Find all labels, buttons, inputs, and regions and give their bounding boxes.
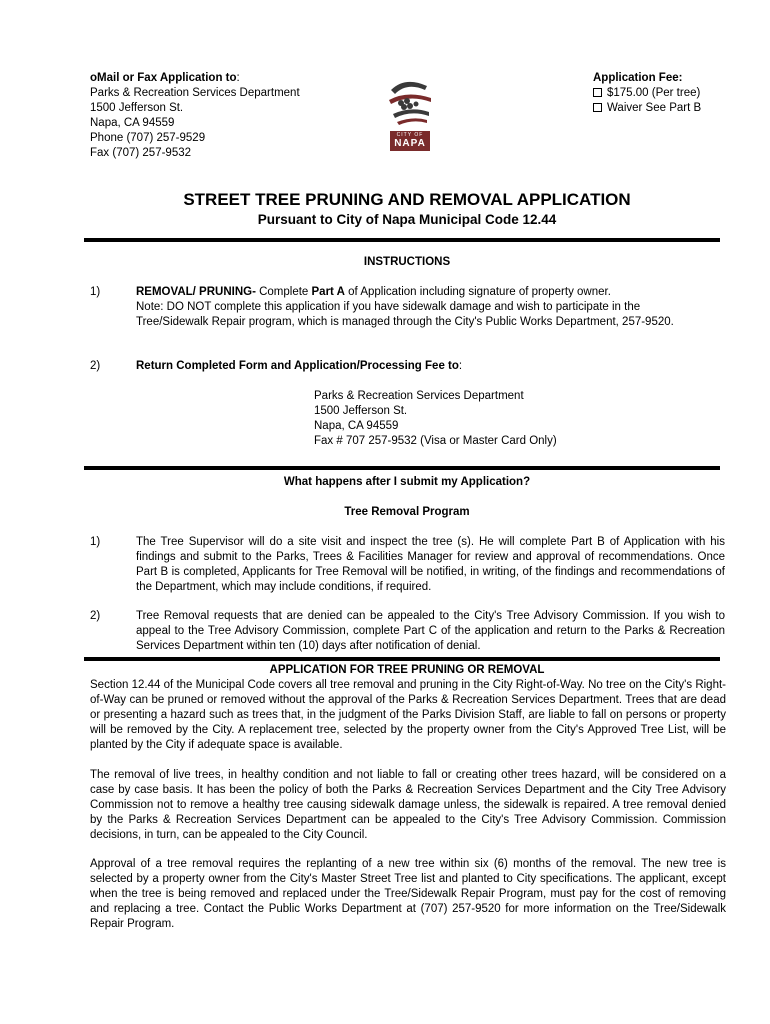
instruction-number: 2) — [90, 360, 101, 372]
fee-option-label: $175.00 (Per tree) — [607, 87, 701, 99]
instruction-note: Note: DO NOT complete this application if you have sidewalk damage and wish to participate in the Tree/Sidewalk Repair program, which is managed through the City's Public Works Department, 257-9520. — [136, 301, 674, 328]
return-address-block — [314, 389, 614, 449]
logo-plate — [390, 131, 430, 151]
page-title: STREET TREE PRUNING AND REMOVAL APPLICATION — [183, 190, 631, 209]
address-line: Parks & Recreation Services Department — [90, 87, 300, 99]
instruction-text: of Application including signature of property owner. — [344, 286, 611, 298]
phone-line: Phone (707) 257-9529 — [90, 132, 206, 144]
page-subtitle: Pursuant to City of Napa Municipal Code 12.44 — [257, 212, 557, 227]
return-fax-line: Fax # 707 257-9532 (Visa or Master Card Only) — [314, 435, 557, 447]
napa-hills-icon — [387, 76, 433, 126]
instruction-text: Complete — [255, 286, 312, 298]
mail-label-line — [90, 71, 390, 86]
step-1-text: The Tree Supervisor will do a site visit and inspect the tree (s). He will complete Part B of Application with his findings and submit to the Parks, Trees & Facilities Manager for review and approval of recommendations. Once Part B is completed, Applicants for Tree Removal will be notified, in writing, of the findings and recommendations of the Department, which may include conditions, if required. — [136, 536, 725, 593]
fee-option-waiver — [593, 101, 733, 116]
step-number: 1) — [90, 536, 101, 548]
tree-removal-program-heading: Tree Removal Program — [344, 506, 470, 518]
address-line: 1500 Jefferson St. — [90, 102, 184, 114]
mail-label: oMail or Fax Application to — [90, 72, 237, 84]
fee-option-per-tree — [593, 86, 733, 101]
return-colon: : — [458, 360, 463, 372]
fee-checkbox[interactable] — [593, 88, 602, 97]
divider — [84, 466, 720, 470]
application-paragraph-2: The removal of live trees, in healthy condition and not liable to fall or creating other trees hazard, will be considered on a case by case basis. It has been the policy of both the Parks & Recreation Services Department and the City Tree Advisory Commission not to remove a healthy tree causing sidewalk damage unless, the sidewalk is repaired. A tree removal denied by the Parks & Recreation Services Department can be appealed to the City's Tree Advisory Commission. Commission decisions, in turn, can be appealed to the City Council. — [90, 769, 726, 841]
return-address-line: Parks & Recreation Services Department — [314, 390, 524, 402]
logo-city-of: CITY OF — [396, 132, 424, 138]
address-line: Napa, CA 94559 — [90, 117, 175, 129]
fee-label: Application Fee: — [593, 72, 683, 84]
removal-pruning-label: REMOVAL/ PRUNING- — [136, 286, 256, 298]
part-a-label: Part A — [311, 286, 345, 298]
return-address-line: Napa, CA 94559 — [314, 420, 399, 432]
logo-napa: NAPA — [394, 138, 426, 149]
mail-address-block — [90, 71, 390, 161]
fax-line: Fax (707) 257-9532 — [90, 147, 192, 159]
instruction-item-1 — [136, 285, 698, 330]
instructions-heading: INSTRUCTIONS — [363, 256, 451, 268]
return-address-line: 1500 Jefferson St. — [314, 405, 408, 417]
waiver-checkbox[interactable] — [593, 103, 602, 112]
waiver-option-label: Waiver See Part B — [607, 102, 702, 114]
instruction-item-2 — [136, 359, 698, 374]
mail-colon: : — [236, 72, 240, 84]
step-number: 2) — [90, 610, 101, 622]
step-2-text: Tree Removal requests that are denied can be appealed to the City's Tree Advisory Commission. If you wish to appeal to the Tree Advisory Commission, complete Part C of the application and return to the Parks & Recreation Services Department within ten (10) days after notification of denial. — [136, 610, 725, 652]
city-of-napa-logo — [387, 76, 433, 148]
divider — [84, 238, 720, 242]
return-form-label: Return Completed Form and Application/Processing Fee to — [136, 360, 459, 372]
application-paragraph-3: Approval of a tree removal requires the replanting of a new tree within six (6) months of the removal. The new tree is selected by a property owner from the City's Master Street Tree list and planted to City specifications. The applicant, except when the tree is being removed and replaced under the Tree/Sidewalk Repair Program, must pay for the cost of removing and replacing a tree. Contact the Public Works Department at (707) 257-9520 for more information on the Tree/Sidewalk Repair Program. — [90, 858, 726, 930]
what-happens-heading: What happens after I submit my Application? — [283, 476, 531, 488]
application-fee-block — [593, 71, 733, 116]
instruction-1-line — [136, 285, 698, 300]
instruction-number: 1) — [90, 286, 101, 298]
application-paragraph-1: Section 12.44 of the Municipal Code covers all tree removal and pruning in the City Right-of-Way. No tree on the City's Right-of-Way can be pruned or removed without the approval of the Parks & Recreation Services Department. Trees that are dead or presenting a hazard such as trees that, in the judgment of the Parks Division Staff, are liable to fall on persons or property will be removed by the City. A replacement tree, selected by the property owner from the City's Approved Tree List, will be planted by the City if adequate space is available. — [90, 679, 726, 751]
divider — [84, 657, 720, 661]
application-heading: APPLICATION FOR TREE PRUNING OR REMOVAL — [269, 664, 545, 676]
